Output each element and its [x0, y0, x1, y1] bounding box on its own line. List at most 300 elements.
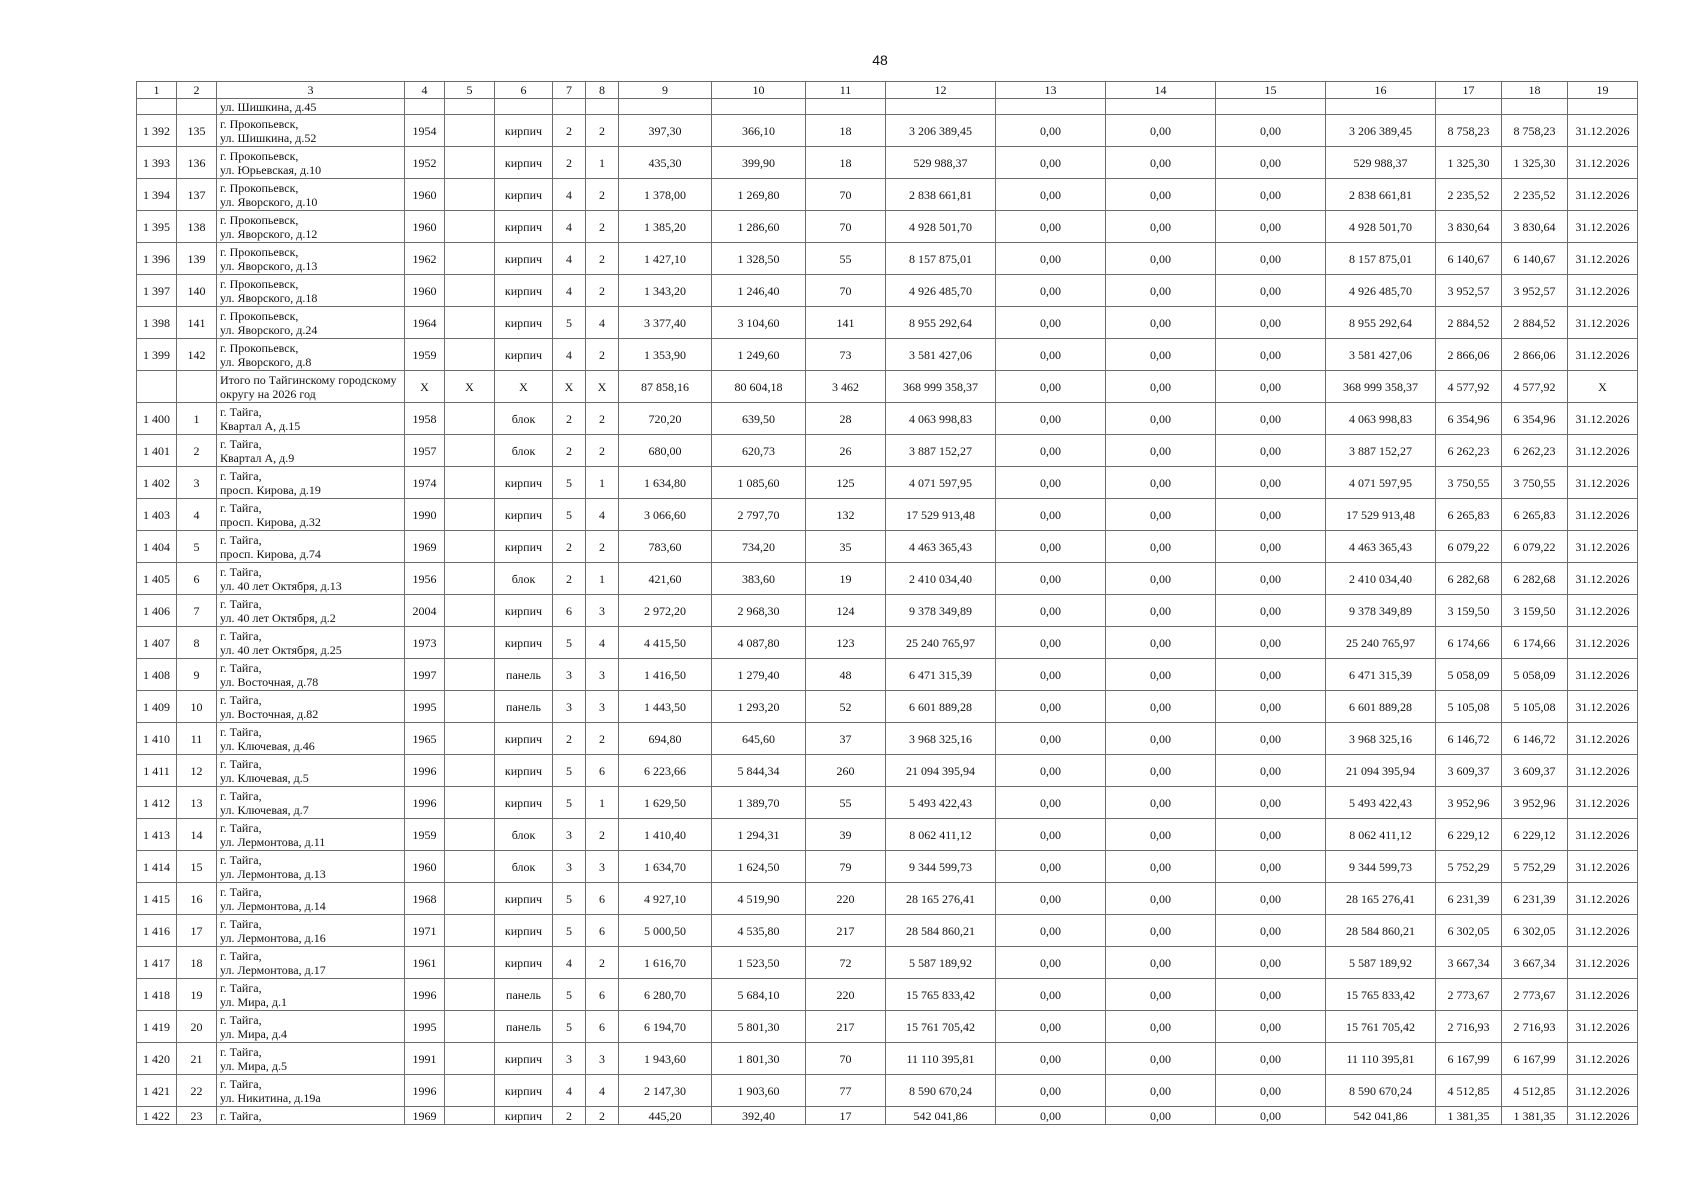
cell-c5 [445, 275, 495, 307]
address-line-2: ул. Ключевая, д.5 [220, 770, 309, 785]
cell-c11: 79 [806, 851, 886, 883]
cell-en: 2 [586, 179, 619, 211]
cell-c17: 2 716,93 [1436, 1011, 1502, 1043]
cell-year: 1973 [405, 627, 445, 659]
cell-c16: 8 157 875,01 [1326, 243, 1436, 275]
cell-mat: панель [495, 1011, 553, 1043]
cell-c9: 1 943,60 [619, 1043, 712, 1075]
cell-c11: 48 [806, 659, 886, 691]
cell-fl: 5 [553, 979, 586, 1011]
address-cell [217, 435, 405, 467]
cell-c18: 6 146,72 [1502, 723, 1568, 755]
table-body [137, 82, 1638, 1125]
address-line-2: Квартал А, д.15 [220, 418, 301, 433]
cell-n: 1 422 [137, 1107, 177, 1125]
address-line-1: г. Тайга, [220, 628, 262, 643]
cell-c11: 35 [806, 531, 886, 563]
cell-c18: 6 302,05 [1502, 915, 1568, 947]
cell-c10: 2 968,30 [712, 595, 806, 627]
cell-year: 1962 [405, 243, 445, 275]
address-cell [217, 819, 405, 851]
cell-c10: 366,10 [712, 115, 806, 147]
cell-c12: 2 410 034,40 [886, 563, 996, 595]
cell-c14: 0,00 [1106, 787, 1216, 819]
cell-c13: 0,00 [996, 595, 1106, 627]
cell-en: 2 [586, 723, 619, 755]
cell-fl: 5 [553, 307, 586, 339]
cell-year: 1995 [405, 1011, 445, 1043]
cell-c9: 783,60 [619, 531, 712, 563]
empty-cell [495, 99, 553, 115]
cell-c17: 3 750,55 [1436, 467, 1502, 499]
cell-c17: 2 884,52 [1436, 307, 1502, 339]
cell-c9: 1 634,80 [619, 467, 712, 499]
table-row [137, 1043, 1638, 1075]
cell-c17: 6 265,83 [1436, 499, 1502, 531]
cell-c15: 0,00 [1216, 147, 1326, 179]
cell-en: 3 [586, 851, 619, 883]
address-cell [217, 147, 405, 179]
cell-c11: 217 [806, 915, 886, 947]
cell-c18: 6 265,83 [1502, 499, 1568, 531]
cell-c16: 5 493 422,43 [1326, 787, 1436, 819]
cell-mat: кирпич [495, 915, 553, 947]
address-line-2: ул. Лермонтова, д.11 [220, 834, 326, 849]
cell-c15: 0,00 [1216, 467, 1326, 499]
cell-c17: 6 229,12 [1436, 819, 1502, 851]
cell-c18: 2 716,93 [1502, 1011, 1568, 1043]
address-line-2: ул. Лермонтова, д.16 [220, 930, 326, 945]
address-line-2: ул. 40 лет Октября, д.25 [220, 642, 342, 657]
cell-fl: 5 [553, 755, 586, 787]
cell-i: 8 [177, 627, 217, 659]
cell-c5 [445, 435, 495, 467]
cell-c11: 217 [806, 1011, 886, 1043]
cell-c9: 1 343,20 [619, 275, 712, 307]
total-row [137, 371, 1638, 403]
address-cell [217, 531, 405, 563]
cell-c15: 0,00 [1216, 595, 1326, 627]
cell-c5 [445, 243, 495, 275]
address-line-1: г. Тайга, [220, 724, 262, 739]
cell-c11: 70 [806, 211, 886, 243]
cell-c11: 132 [806, 499, 886, 531]
cell-c19: 31.12.2026 [1568, 339, 1638, 371]
cell-c11: 37 [806, 723, 886, 755]
cell-mat: панель [495, 659, 553, 691]
cell-c17: 3 667,34 [1436, 947, 1502, 979]
address-line-2: ул. Ключевая, д.46 [220, 738, 315, 753]
cell-c13: 0,00 [996, 819, 1106, 851]
cell-c11: 220 [806, 979, 886, 1011]
cell-c10: 734,20 [712, 531, 806, 563]
cell-c16: 6 471 315,39 [1326, 659, 1436, 691]
address-line-2: ул. Яворского, д.18 [220, 290, 318, 305]
cell-c10: 399,90 [712, 147, 806, 179]
cell-c19: 31.12.2026 [1568, 787, 1638, 819]
address-cell: ул. Шишкина, д.45 [217, 99, 405, 115]
cell-c9: 435,30 [619, 147, 712, 179]
cell-c10: 1 801,30 [712, 1043, 806, 1075]
cell-c9: 421,60 [619, 563, 712, 595]
cell-c9: 2 147,30 [619, 1075, 712, 1107]
empty-cell [445, 99, 495, 115]
cell-mat: блок [495, 563, 553, 595]
table-row [137, 499, 1638, 531]
cell-n: 1 413 [137, 819, 177, 851]
cell-c14: 0,00 [1106, 499, 1216, 531]
cell-c5 [445, 339, 495, 371]
address-line-1: г. Тайга, [220, 692, 262, 707]
cell-n: 1 417 [137, 947, 177, 979]
column-header: 5 [445, 82, 495, 99]
cell-c9: 1 629,50 [619, 787, 712, 819]
cell-c12: 5 493 422,43 [886, 787, 996, 819]
address-cell [217, 915, 405, 947]
cell-n: 1 400 [137, 403, 177, 435]
cell-i: 2 [177, 435, 217, 467]
cell-c5 [445, 147, 495, 179]
cell-c5 [445, 979, 495, 1011]
cell-fl: 5 [553, 915, 586, 947]
address-cell [217, 339, 405, 371]
cell-i: 11 [177, 723, 217, 755]
cell-year: 1952 [405, 147, 445, 179]
cell-mat: кирпич [495, 755, 553, 787]
table-row [137, 243, 1638, 275]
address-cell [217, 1075, 405, 1107]
cell-en: 2 [586, 1107, 619, 1125]
cell-c19: 31.12.2026 [1568, 115, 1638, 147]
cell-c19: 31.12.2026 [1568, 467, 1638, 499]
cell-n: 1 402 [137, 467, 177, 499]
table-row [137, 211, 1638, 243]
cell-c15: 0,00 [1216, 115, 1326, 147]
address-cell [217, 723, 405, 755]
address-line-1: г. Тайга, [220, 756, 262, 771]
cell-en: 6 [586, 883, 619, 915]
cell-mat: панель [495, 979, 553, 1011]
cell-c15: 0,00 [1216, 691, 1326, 723]
cell-c5 [445, 403, 495, 435]
cell-mat: кирпич [495, 275, 553, 307]
table-row [137, 1011, 1638, 1043]
cell-c11: 18 [806, 147, 886, 179]
cell-mat: кирпич [495, 179, 553, 211]
cell-c16: 9 344 599,73 [1326, 851, 1436, 883]
column-header: 2 [177, 82, 217, 99]
cell-c17: 6 302,05 [1436, 915, 1502, 947]
empty-cell [405, 99, 445, 115]
cell-i: 9 [177, 659, 217, 691]
cell-c15: 0,00 [1216, 275, 1326, 307]
cell-c10: 5 801,30 [712, 1011, 806, 1043]
cell-c18: 6 262,23 [1502, 435, 1568, 467]
cell-c9: 1 410,40 [619, 819, 712, 851]
cell-year: 1996 [405, 1075, 445, 1107]
cell-c17: 6 282,68 [1436, 563, 1502, 595]
cell-c19: 31.12.2026 [1568, 179, 1638, 211]
cell-en: 6 [586, 1011, 619, 1043]
cell-c18: 6 079,22 [1502, 531, 1568, 563]
column-header: 16 [1326, 82, 1436, 99]
cell-c5 [445, 179, 495, 211]
address-cell [217, 307, 405, 339]
cell-c9: 720,20 [619, 403, 712, 435]
column-header: 9 [619, 82, 712, 99]
column-header: 10 [712, 82, 806, 99]
cell-en: 2 [586, 403, 619, 435]
cell-fl: 5 [553, 787, 586, 819]
address-line-1: г. Прокопьевск, [220, 308, 299, 323]
cell-en: X [586, 371, 619, 403]
cell-c13: 0,00 [996, 467, 1106, 499]
cell-c15: 0,00 [1216, 403, 1326, 435]
cell-c12: 28 584 860,21 [886, 915, 996, 947]
table-row [137, 531, 1638, 563]
cell-c12: 5 587 189,92 [886, 947, 996, 979]
cell-c16: 3 887 152,27 [1326, 435, 1436, 467]
cell-c18: 6 229,12 [1502, 819, 1568, 851]
cell-c5 [445, 531, 495, 563]
cell-c14: 0,00 [1106, 243, 1216, 275]
cell-c19: 31.12.2026 [1568, 403, 1638, 435]
cell-c9: 694,80 [619, 723, 712, 755]
cell-c13: 0,00 [996, 1043, 1106, 1075]
cell-mat: кирпич [495, 531, 553, 563]
cell-c17: 5 752,29 [1436, 851, 1502, 883]
cell-en: 2 [586, 275, 619, 307]
cell-c9: 1 385,20 [619, 211, 712, 243]
cell-mat: кирпич [495, 115, 553, 147]
cell-fl: 2 [553, 403, 586, 435]
address-line-2: ул. Юрьевская, д.10 [220, 162, 322, 177]
cell-i: 142 [177, 339, 217, 371]
cell-c15: 0,00 [1216, 1107, 1326, 1125]
cell-year: 1995 [405, 691, 445, 723]
cell-en: 1 [586, 467, 619, 499]
cell-c13: 0,00 [996, 243, 1106, 275]
address-line-1: г. Тайга, [220, 404, 262, 419]
address-cell [217, 499, 405, 531]
address-line-1: г. Тайга, [220, 564, 262, 579]
empty-cell [619, 99, 712, 115]
address-line-2: просп. Кирова, д.32 [220, 514, 321, 529]
cell-c14: 0,00 [1106, 563, 1216, 595]
cell-c19: 31.12.2026 [1568, 211, 1638, 243]
cell-year: 1954 [405, 115, 445, 147]
address-line-1: г. Тайга, [220, 980, 262, 995]
table-row [137, 755, 1638, 787]
cell-fl: 2 [553, 563, 586, 595]
column-header: 17 [1436, 82, 1502, 99]
housing-register-table [136, 81, 1638, 1125]
address-line-1: г. Тайга, [220, 532, 262, 547]
cell-c11: 70 [806, 1043, 886, 1075]
cell-year: 1959 [405, 339, 445, 371]
cell-c12: 542 041,86 [886, 1107, 996, 1125]
cell-c11: 18 [806, 115, 886, 147]
address-line-2: просп. Кирова, д.19 [220, 482, 321, 497]
cell-c10: 5 844,34 [712, 755, 806, 787]
cell-i: 20 [177, 1011, 217, 1043]
cell-fl: 4 [553, 179, 586, 211]
cell-year: 1969 [405, 531, 445, 563]
address-cell [217, 627, 405, 659]
address-cell [217, 115, 405, 147]
cell-c14: 0,00 [1106, 467, 1216, 499]
cell-c11: 220 [806, 883, 886, 915]
cell-c5 [445, 499, 495, 531]
cell-c14: 0,00 [1106, 883, 1216, 915]
address-line-1: г. Тайга, [220, 500, 262, 515]
cell-c5 [445, 563, 495, 595]
cell-c12: 25 240 765,97 [886, 627, 996, 659]
cell-c19: 31.12.2026 [1568, 147, 1638, 179]
cell-c15: 0,00 [1216, 851, 1326, 883]
cell-c18: 6 282,68 [1502, 563, 1568, 595]
cell-n: 1 416 [137, 915, 177, 947]
cell-n: 1 408 [137, 659, 177, 691]
address-line-2: ул. Мира, д.4 [220, 1026, 287, 1041]
cell-c14: 0,00 [1106, 179, 1216, 211]
address-line-1: г. Тайга, [220, 820, 262, 835]
column-header: 12 [886, 82, 996, 99]
address-line-2: ул. 40 лет Октября, д.2 [220, 610, 336, 625]
cell-c14: 0,00 [1106, 339, 1216, 371]
empty-cell [806, 99, 886, 115]
cell-c18: 3 952,96 [1502, 787, 1568, 819]
cell-c5 [445, 1107, 495, 1125]
cell-c18: 3 609,37 [1502, 755, 1568, 787]
cell-n: 1 415 [137, 883, 177, 915]
cell-c18: 8 758,23 [1502, 115, 1568, 147]
cell-i: 22 [177, 1075, 217, 1107]
cell-n: 1 420 [137, 1043, 177, 1075]
cell-c17: 6 146,72 [1436, 723, 1502, 755]
address-line-2: ул. Яворского, д.24 [220, 322, 318, 337]
cell-fl: 5 [553, 883, 586, 915]
cell-c13: 0,00 [996, 723, 1106, 755]
cell-c5 [445, 1011, 495, 1043]
cell-c10: 1 624,50 [712, 851, 806, 883]
cell-i: 135 [177, 115, 217, 147]
cell-c12: 9 378 349,89 [886, 595, 996, 627]
cell-n: 1 394 [137, 179, 177, 211]
table-row [137, 787, 1638, 819]
cell-n: 1 405 [137, 563, 177, 595]
cell-c10: 383,60 [712, 563, 806, 595]
cell-c18: 2 884,52 [1502, 307, 1568, 339]
column-number-header [137, 82, 1638, 99]
cell-i: 136 [177, 147, 217, 179]
cell-c12: 6 601 889,28 [886, 691, 996, 723]
cell-c11: 55 [806, 243, 886, 275]
cell-c11: 141 [806, 307, 886, 339]
cell-c14: 0,00 [1106, 1011, 1216, 1043]
cell-c18: 3 159,50 [1502, 595, 1568, 627]
cell-c12: 368 999 358,37 [886, 371, 996, 403]
cell-en: 4 [586, 307, 619, 339]
address-line-2: ул. Яворского, д.12 [220, 226, 318, 241]
table-row [137, 819, 1638, 851]
cell-c18: 6 140,67 [1502, 243, 1568, 275]
cell-c14: 0,00 [1106, 851, 1216, 883]
cell-mat: кирпич [495, 787, 553, 819]
cell-c11: 52 [806, 691, 886, 723]
cell-c14: 0,00 [1106, 211, 1216, 243]
cell-c14: 0,00 [1106, 1043, 1216, 1075]
cell-c11: 73 [806, 339, 886, 371]
cell-c16: 15 765 833,42 [1326, 979, 1436, 1011]
cell-i: 141 [177, 307, 217, 339]
cell-c10: 1 269,80 [712, 179, 806, 211]
cell-mat: X [495, 371, 553, 403]
cell-c15: 0,00 [1216, 947, 1326, 979]
empty-cell [586, 99, 619, 115]
cell-mat: кирпич [495, 1107, 553, 1125]
cell-c15: 0,00 [1216, 627, 1326, 659]
cell-en: 1 [586, 787, 619, 819]
cell-c17: 3 952,96 [1436, 787, 1502, 819]
cell-fl: 4 [553, 243, 586, 275]
cell-c16: 5 587 189,92 [1326, 947, 1436, 979]
cell-c12: 9 344 599,73 [886, 851, 996, 883]
cell-c15: 0,00 [1216, 819, 1326, 851]
table-row [137, 339, 1638, 371]
cell-mat: кирпич [495, 723, 553, 755]
cell-c15: 0,00 [1216, 659, 1326, 691]
column-header: 13 [996, 82, 1106, 99]
table-row [137, 179, 1638, 211]
cell-c10: 4 087,80 [712, 627, 806, 659]
cell-i: 7 [177, 595, 217, 627]
cell-c17: 2 866,06 [1436, 339, 1502, 371]
address-cell [217, 243, 405, 275]
cell-en: 2 [586, 947, 619, 979]
cell-c13: 0,00 [996, 883, 1106, 915]
cell-n: 1 414 [137, 851, 177, 883]
cell-i: 23 [177, 1107, 217, 1125]
cell-c17: 3 159,50 [1436, 595, 1502, 627]
cell-c10: 1 389,70 [712, 787, 806, 819]
cell-c14: 0,00 [1106, 307, 1216, 339]
cell-c5 [445, 1043, 495, 1075]
cell-c15: 0,00 [1216, 1011, 1326, 1043]
cell-c14: 0,00 [1106, 979, 1216, 1011]
cell-c12: 8 062 411,12 [886, 819, 996, 851]
cell-en: 1 [586, 147, 619, 179]
cell-c16: 4 071 597,95 [1326, 467, 1436, 499]
cell-c18: 3 952,57 [1502, 275, 1568, 307]
cell-n: 1 393 [137, 147, 177, 179]
column-header: 11 [806, 82, 886, 99]
cell-c10: 1 293,20 [712, 691, 806, 723]
cell-c9: 6 280,70 [619, 979, 712, 1011]
cell-c19: 31.12.2026 [1568, 563, 1638, 595]
cell-year: 1961 [405, 947, 445, 979]
cell-c10: 1 523,50 [712, 947, 806, 979]
cell-c18: 4 577,92 [1502, 371, 1568, 403]
address-line-1: г. Тайга, [220, 436, 262, 451]
address-cell [217, 467, 405, 499]
cell-c16: 28 584 860,21 [1326, 915, 1436, 947]
column-header: 6 [495, 82, 553, 99]
cell-c13: 0,00 [996, 915, 1106, 947]
cell-c15: 0,00 [1216, 563, 1326, 595]
cell-c11: 124 [806, 595, 886, 627]
cell-c19: 31.12.2026 [1568, 819, 1638, 851]
